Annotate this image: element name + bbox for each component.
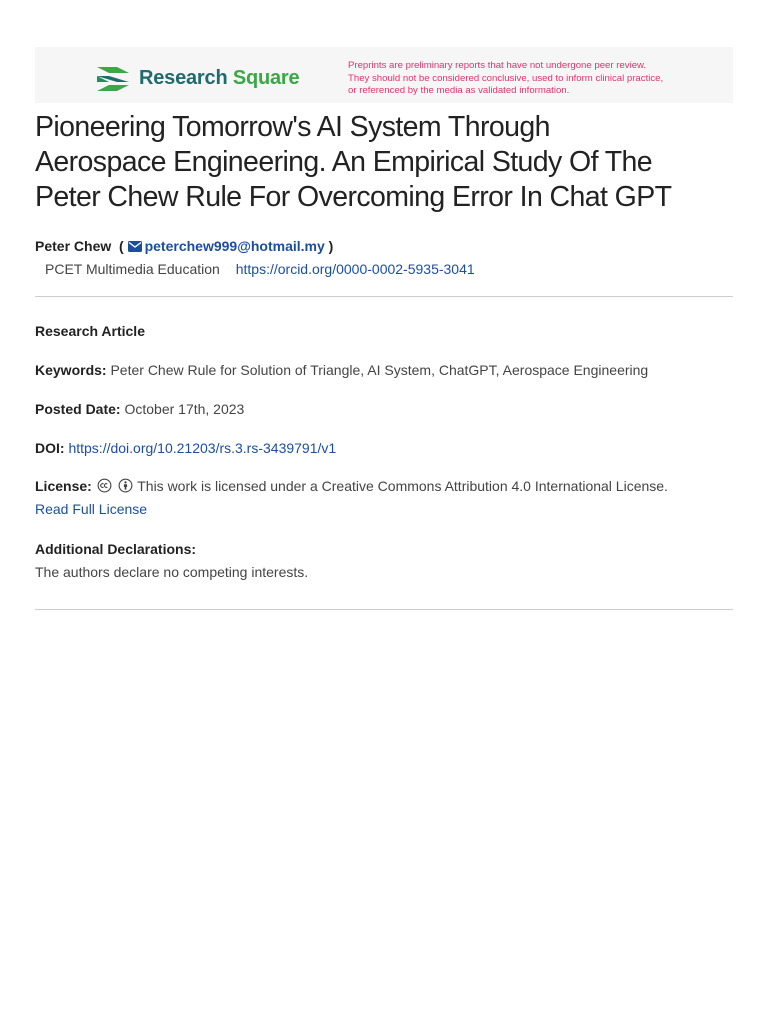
divider xyxy=(35,296,733,297)
attribution-icon xyxy=(118,478,133,493)
envelope-icon xyxy=(128,241,142,252)
paren-close: ) xyxy=(328,238,334,254)
license-row xyxy=(35,475,735,521)
doi-label: DOI: xyxy=(35,440,65,456)
creative-commons-icon xyxy=(97,478,112,493)
license-label: License: xyxy=(35,478,92,494)
author-name: Peter Chew xyxy=(35,238,112,254)
affiliation: PCET Multimedia Education xyxy=(45,261,220,277)
author-line xyxy=(35,238,333,254)
keywords-value: Peter Chew Rule for Solution of Triangle, AI System, ChatGPT, Aerospace Engineering xyxy=(110,362,649,378)
title-line: Pioneering Tomorrow's AI System Through xyxy=(35,111,550,143)
declarations-label: Additional Declarations: xyxy=(35,541,197,557)
additional-declarations xyxy=(35,538,735,584)
declarations-text: The authors declare no competing interests. xyxy=(35,564,309,580)
disclaimer-line: or referenced by the media as validated information. xyxy=(348,85,570,96)
title-line: Peter Chew Rule For Overcoming Error In Chat GPT xyxy=(35,181,672,213)
keywords-label: Keywords: xyxy=(35,362,107,378)
divider xyxy=(35,609,733,610)
doi-link[interactable]: https://doi.org/10.21203/rs.3.rs-3439791/v1 xyxy=(68,440,337,456)
author-affiliation-line xyxy=(45,261,475,277)
license-text: This work is licensed under a Creative Commons Attribution 4.0 International License. xyxy=(137,478,668,494)
orcid-link[interactable]: https://orcid.org/0000-0002-5935-3041 xyxy=(235,261,475,277)
article-type xyxy=(35,320,735,343)
research-square-banner xyxy=(35,47,733,103)
keywords-row xyxy=(35,359,735,382)
disclaimer-line: Preprints are preliminary reports that have not undergone peer review. xyxy=(348,60,647,71)
preprint-disclaimer xyxy=(348,60,728,98)
brand-research: Research xyxy=(139,67,228,89)
research-square-logo-icon xyxy=(95,63,131,95)
paren-open: ( xyxy=(119,238,124,254)
research-square-wordmark[interactable] xyxy=(139,67,299,90)
paper-title xyxy=(35,110,745,215)
posted-date-label: Posted Date: xyxy=(35,401,121,417)
article-type-label: Research Article xyxy=(35,323,145,339)
disclaimer-line: They should not be considered conclusive, used to inform clinical practice, xyxy=(348,72,664,84)
posted-date-row xyxy=(35,398,735,421)
author-email-link[interactable]: peterchew999@hotmail.my xyxy=(144,238,325,254)
doi-row xyxy=(35,437,735,460)
title-line: Aerospace Engineering. An Empirical Study Of The xyxy=(35,146,653,178)
read-full-license-link[interactable]: Read Full License xyxy=(35,501,148,517)
posted-date-value: October 17th, 2023 xyxy=(124,401,245,417)
brand-square: Square xyxy=(232,67,300,89)
